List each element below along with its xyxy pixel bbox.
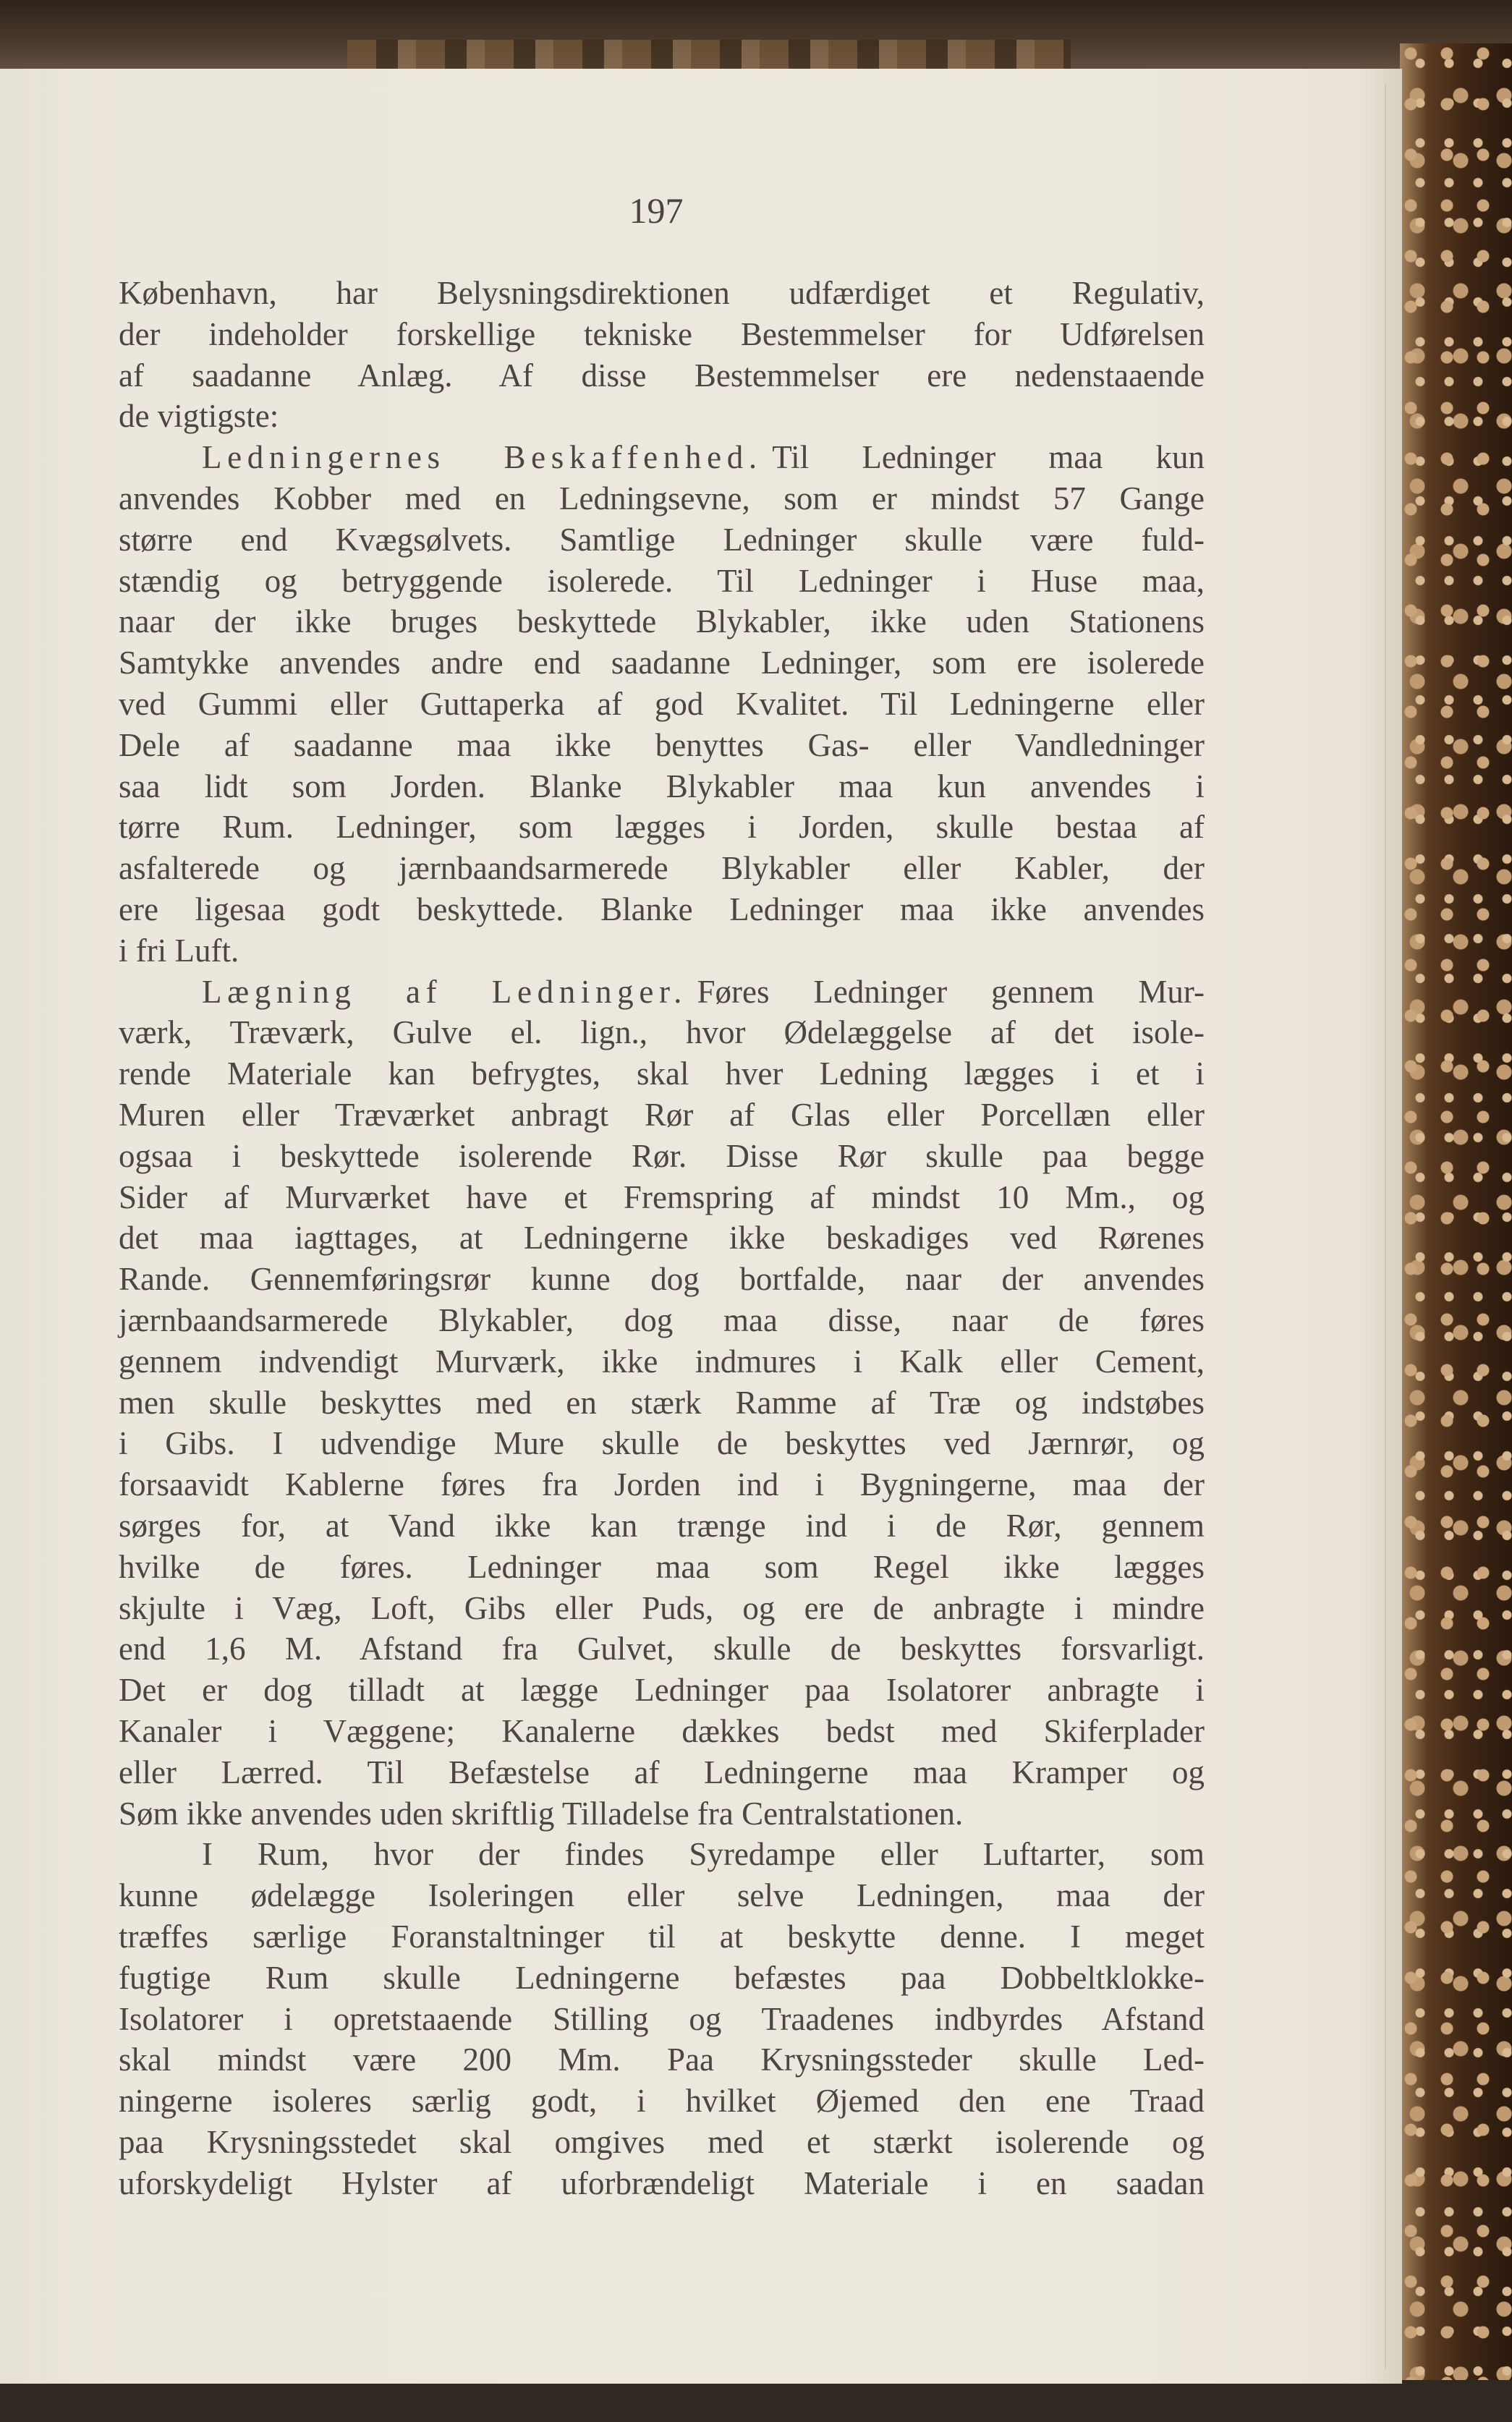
line-text: af saadanne Anlæg. Af disse Bestemmelser ere nedenstaaende <box>119 357 1205 394</box>
line-text: skal mindst være 200 Mm. Paa Krysningssteder skulle Led- <box>119 2041 1205 2078</box>
text-line <box>119 396 1205 437</box>
text-line <box>119 2081 1205 2122</box>
line-text: skjulte i Væg, Loft, Gibs eller Puds, og ere de anbragte i mindre <box>119 1589 1205 1626</box>
line-text: større end Kvægsølvets. Samtlige Ledninger skulle være fuld- <box>119 521 1205 558</box>
line-text: naar der ikke bruges beskyttede Blykabler, ikke uden Stationens <box>119 603 1205 640</box>
text-line <box>119 1300 1205 1341</box>
text-line <box>119 1177 1205 1218</box>
line-text: Sider af Murværket have et Fremspring af mindst 10 Mm., og <box>119 1178 1205 1215</box>
text-line <box>119 1382 1205 1424</box>
line-text: eller Lærred. Til Befæstelse af Ledningerne maa Kramper og <box>119 1754 1205 1790</box>
line-text: i Gibs. I udvendige Mure skulle de beskyttes ved Jærnrør, og <box>119 1425 1205 1462</box>
text-line <box>119 1588 1205 1629</box>
text-line <box>119 684 1205 725</box>
line-text: saa lidt som Jorden. Blanke Blykabler maa kun anvendes i <box>119 768 1205 804</box>
text-line <box>119 314 1205 355</box>
line-text: tørre Rum. Ledninger, som lægges i Jorden, skulle bestaa af <box>119 809 1205 846</box>
text-line <box>119 1095 1205 1136</box>
line-text: de vigtigste: <box>119 398 279 435</box>
text-line <box>119 1752 1205 1793</box>
text-line <box>119 2039 1205 2081</box>
line-text: Føres Ledninger gennem Mur- <box>697 973 1205 1010</box>
text-line <box>119 1916 1205 1958</box>
book-top-edge <box>0 0 1512 80</box>
line-text: ogsaa i beskyttede isolerende Rør. Disse Rør skulle paa begge <box>119 1137 1205 1174</box>
text-line <box>119 642 1205 684</box>
text-line <box>119 725 1205 766</box>
text-line <box>119 2122 1205 2163</box>
line-text: i fri Luft. <box>119 932 239 969</box>
text-line <box>119 1341 1205 1382</box>
text-line <box>119 1423 1205 1464</box>
text-line <box>119 1711 1205 1752</box>
line-text: jærnbaandsarmerede Blykabler, dog maa disse, naar de føres <box>119 1302 1205 1338</box>
text-line <box>119 1464 1205 1505</box>
line-text: Muren eller Træværket anbragt Rør af Glas eller Porcellæn eller <box>119 1097 1205 1133</box>
text-line <box>119 1547 1205 1588</box>
text-line <box>119 889 1205 930</box>
text-line <box>119 355 1205 396</box>
text-line <box>119 1670 1205 1711</box>
text-line <box>119 766 1205 807</box>
text-line <box>119 1259 1205 1300</box>
line-text: Til Ledninger maa kun <box>772 439 1205 476</box>
text-line <box>119 1136 1205 1177</box>
text-line <box>119 1628 1205 1670</box>
line-text: Rande. Gennemføringsrør kunne dog bortfalde, naar der anvendes <box>119 1261 1205 1298</box>
line-text: ere ligesaa godt beskyttede. Blanke Ledninger maa ikke anvendes <box>119 891 1205 927</box>
line-text: fugtige Rum skulle Ledningerne befæstes paa Dobbeltklokke- <box>119 1959 1205 1996</box>
text-line <box>119 1999 1205 2040</box>
line-text: Isolatorer i opretstaaende Stilling og Traadenes indbyrdes Afstand <box>119 2000 1205 2037</box>
section-heading: Lægning af Ledninger. <box>202 973 687 1010</box>
line-text: stændig og betryggende isolerede. Til Ledninger i Huse maa, <box>119 562 1205 599</box>
text-line <box>119 1053 1205 1095</box>
line-text: uforskydeligt Hylster af uforbrændeligt Materiale i en saadan <box>119 2164 1205 2201</box>
text-line <box>119 1505 1205 1547</box>
line-text: Kanaler i Væggene; Kanalerne dækkes bedst med Skiferplader <box>119 1713 1205 1749</box>
line-text: København, har Belysningsdirektionen udfærdiget et Regulativ, <box>119 275 1205 311</box>
text-line <box>119 1875 1205 1916</box>
text-line <box>119 519 1205 561</box>
line-text: asfalterede og jærnbaandsarmerede Blykabler eller Kabler, der <box>119 850 1205 887</box>
text-line <box>119 1958 1205 1999</box>
line-text: paa Krysningsstedet skal omgives med et stærkt isolerende og <box>119 2124 1205 2160</box>
line-text: Samtykke anvendes andre end saadanne Ledninger, som ere isolerede <box>119 645 1205 681</box>
text-line <box>119 561 1205 602</box>
text-line <box>202 437 1205 478</box>
page-number: 197 <box>629 190 684 231</box>
text-line <box>119 807 1205 848</box>
line-text: hvilke de føres. Ledninger maa som Regel ikke lægges <box>119 1548 1205 1585</box>
line-text: Søm ikke anvendes uden skriftlig Tilladelse fra Centralstationen. <box>119 1795 964 1832</box>
line-text: det maa iagttages, at Ledningerne ikke beskadiges ved Rørenes <box>119 1220 1205 1257</box>
text-line <box>119 1218 1205 1259</box>
text-line <box>202 1834 1205 1875</box>
line-text: ningerne isoleres særlig godt, i hvilket Øjemed den ene Traad <box>119 2083 1205 2120</box>
line-text: kunne ødelægge Isoleringen eller selve Ledningen, maa der <box>119 1877 1205 1914</box>
text-line <box>119 273 1205 314</box>
text-line <box>119 1012 1205 1053</box>
line-text: Det er dog tilladt at lægge Ledninger paa Isolatorer anbragte i <box>119 1672 1205 1709</box>
line-text: forsaavidt Kablerne føres fra Jorden ind i Bygningerne, maa der <box>119 1466 1205 1503</box>
text-line <box>119 1793 1205 1835</box>
line-text: gennem indvendigt Murværk, ikke indmures i Kalk eller Cement, <box>119 1343 1205 1380</box>
line-text: der indeholder forskellige tekniske Bestemmelser for Udførelsen <box>119 315 1205 352</box>
line-text: træffes særlige Foranstaltninger til at beskytte denne. I meget <box>119 1919 1205 1955</box>
line-text: værk, Træværk, Gulve el. lign., hvor Ødelæggelse af det isole- <box>119 1014 1205 1051</box>
text-line <box>119 478 1205 519</box>
text-line <box>119 930 1205 972</box>
text-line <box>119 2163 1205 2204</box>
line-text: sørges for, at Vand ikke kan trænge ind i de Rør, gennem <box>119 1508 1205 1544</box>
line-text: rende Materiale kan befrygtes, skal hver Ledning lægges i et i <box>119 1055 1205 1092</box>
line-text: Dele af saadanne maa ikke benyttes Gas- eller Vandledninger <box>119 726 1205 763</box>
line-text: anvendes Kobber med en Ledningsevne, som er mindst 57 Gange <box>119 480 1205 517</box>
book-bottom-edge <box>0 2380 1512 2422</box>
line-text: I Rum, hvor der findes Syredampe eller Luftarter, som <box>202 1836 1205 1873</box>
line-text: men skulle beskyttes med en stærk Ramme af Træ og indstøbes <box>119 1384 1205 1421</box>
line-text: ved Gummi eller Guttaperka af god Kvalitet. Til Ledningerne eller <box>119 686 1205 722</box>
line-text: end 1,6 M. Afstand fra Gulvet, skulle de beskyttes forsvarligt. <box>119 1631 1205 1667</box>
book-page-edge <box>1400 43 1512 2422</box>
text-line <box>119 601 1205 642</box>
text-line <box>119 848 1205 889</box>
section-heading: Ledningernes Beskaffenhed. <box>202 439 763 476</box>
text-line <box>202 972 1205 1013</box>
